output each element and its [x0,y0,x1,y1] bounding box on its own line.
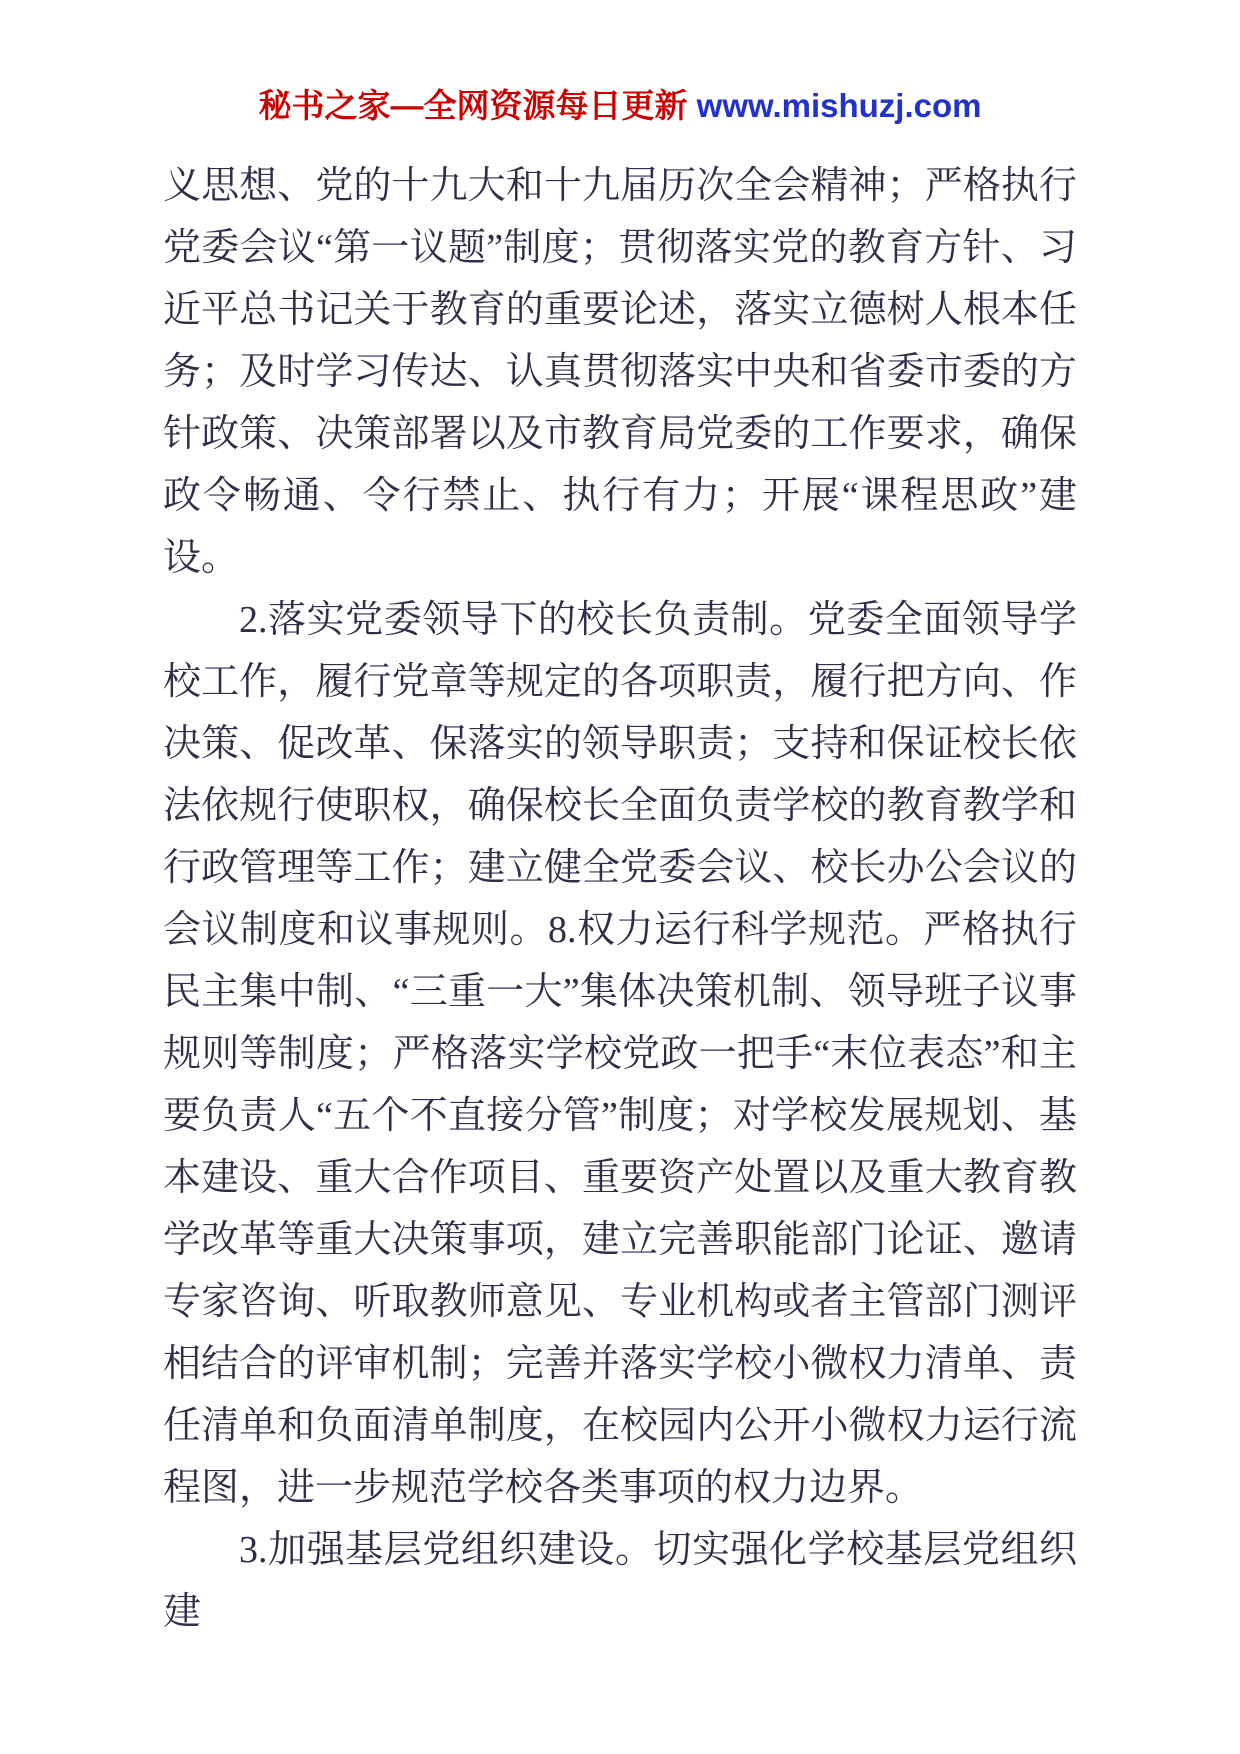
site-url-link[interactable]: www.mishuzj.com [696,87,982,124]
paragraph: 3.加强基层党组织建设。切实强化学校基层党组织建 [163,1529,1077,1633]
site-tagline: —全网资源每日更新 [390,87,697,124]
page-header [163,84,1077,129]
site-name: 秘书之家 [258,87,391,124]
document-body [163,155,1077,1643]
paragraph: 义思想、党的十九大和十九届历次全会精神；严格执行党委会议“第一议题”制度；贯彻落实党的教育方针、习近平总书记关于教育的重要论述，落实立德树人根本任务；及时学习传达、认真贯彻落实中央和省委市委的方针政策、决策部署以及市教育局党委的工作要求，确保政令畅通、令行禁止、执行有力；开展“课程思政”建设。 [163,165,1077,579]
paragraph: 2.落实党委领导下的校长负责制。党委全面领导学校工作，履行党章等规定的各项职责，履行把方向、作决策、促改革、保落实的领导职责；支持和保证校长依法依规行使职权，确保校长全面负责学校的教育教学和行政管理等工作；建立健全党委会议、校长办公会议的会议制度和议事规则。8.权力运行科学规范。严格执行民主集中制、“三重一大”集体决策机制、领导班子议事规则等制度；严格落实学校党政一把手“末位表态”和主要负责人“五个不直接分管”制度；对学校发展规划、基本建设、重大合作项目、重要资产处置以及重大教育教学改革等重大决策事项，建立完善职能部门论证、邀请专家咨询、听取教师意见、专业机构或者主管部门测评相结合的评审机制；完善并落实学校小微权力清单、责任清单和负面清单制度，在校园内公开小微权力运行流程图，进一步规范学校各类事项的权力边界。 [163,599,1077,1509]
